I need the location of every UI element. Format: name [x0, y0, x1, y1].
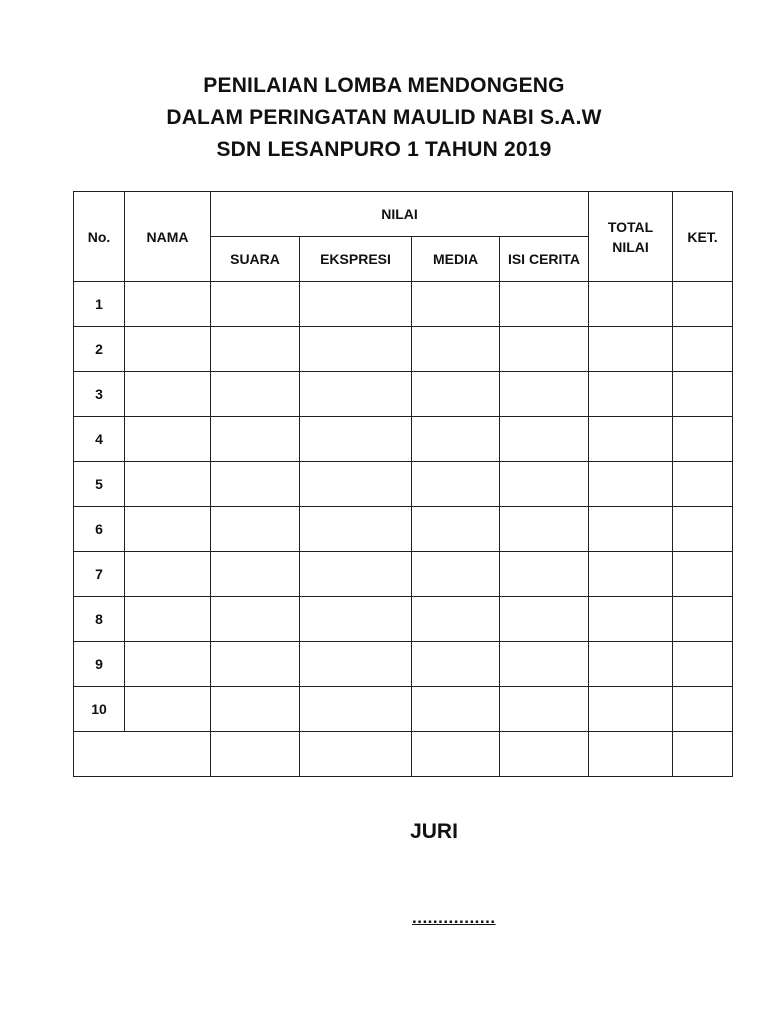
media-cell[interactable] [412, 282, 500, 327]
ket-cell[interactable] [673, 597, 733, 642]
summary-ekspresi-cell[interactable] [300, 732, 412, 777]
header-isi-cerita: ISI CERITA [500, 237, 589, 282]
isi-cerita-cell[interactable] [500, 552, 589, 597]
isi-cerita-cell[interactable] [500, 372, 589, 417]
media-cell[interactable] [412, 597, 500, 642]
suara-cell[interactable] [211, 282, 300, 327]
summary-row [74, 732, 733, 777]
header-suara: SUARA [211, 237, 300, 282]
media-cell[interactable] [412, 642, 500, 687]
summary-ket-cell[interactable] [673, 732, 733, 777]
media-cell[interactable] [412, 462, 500, 507]
table-row [74, 687, 733, 732]
isi-cerita-cell[interactable] [500, 417, 589, 462]
header-no: No. [74, 192, 125, 282]
ekspresi-cell[interactable] [300, 372, 412, 417]
nama-cell[interactable] [125, 327, 211, 372]
media-cell[interactable] [412, 372, 500, 417]
nama-cell[interactable] [125, 597, 211, 642]
summary-suara-cell[interactable] [211, 732, 300, 777]
row-number: 10 [74, 687, 125, 732]
isi-cerita-cell[interactable] [500, 507, 589, 552]
total-nilai-cell[interactable] [589, 552, 673, 597]
ket-cell[interactable] [673, 507, 733, 552]
header-ket: KET. [673, 192, 733, 282]
suara-cell[interactable] [211, 372, 300, 417]
row-number: 6 [74, 507, 125, 552]
table-row [74, 327, 733, 372]
nama-cell[interactable] [125, 687, 211, 732]
suara-cell[interactable] [211, 597, 300, 642]
ekspresi-cell[interactable] [300, 687, 412, 732]
title-line-2: DALAM PERINGATAN MAULID NABI S.A.W [166, 106, 602, 129]
isi-cerita-cell[interactable] [500, 282, 589, 327]
isi-cerita-cell[interactable] [500, 642, 589, 687]
isi-cerita-cell[interactable] [500, 597, 589, 642]
ket-cell[interactable] [673, 462, 733, 507]
suara-cell[interactable] [211, 417, 300, 462]
total-nilai-cell[interactable] [589, 462, 673, 507]
row-number: 1 [74, 282, 125, 327]
score-table [73, 191, 733, 777]
ket-cell[interactable] [673, 282, 733, 327]
row-number: 7 [74, 552, 125, 597]
suara-cell[interactable] [211, 687, 300, 732]
suara-cell[interactable] [211, 552, 300, 597]
table-row [74, 642, 733, 687]
document-title [0, 70, 768, 166]
ket-cell[interactable] [673, 642, 733, 687]
suara-cell[interactable] [211, 642, 300, 687]
suara-cell[interactable] [211, 462, 300, 507]
nama-cell[interactable] [125, 372, 211, 417]
nama-cell[interactable] [125, 417, 211, 462]
isi-cerita-cell[interactable] [500, 462, 589, 507]
header-total-line1: TOTAL [607, 218, 654, 235]
total-nilai-cell[interactable] [589, 327, 673, 372]
ekspresi-cell[interactable] [300, 597, 412, 642]
summary-isi-cerita-cell[interactable] [500, 732, 589, 777]
ekspresi-cell[interactable] [300, 507, 412, 552]
ket-cell[interactable] [673, 552, 733, 597]
row-number: 8 [74, 597, 125, 642]
ekspresi-cell[interactable] [300, 642, 412, 687]
header-total-line2: NILAI [612, 238, 649, 255]
row-number: 4 [74, 417, 125, 462]
ket-cell[interactable] [673, 687, 733, 732]
media-cell[interactable] [412, 507, 500, 552]
suara-cell[interactable] [211, 327, 300, 372]
ekspresi-cell[interactable] [300, 282, 412, 327]
summary-total-cell[interactable] [589, 732, 673, 777]
nama-cell[interactable] [125, 282, 211, 327]
row-number: 5 [74, 462, 125, 507]
total-nilai-cell[interactable] [589, 372, 673, 417]
media-cell[interactable] [412, 417, 500, 462]
header-total-nilai [589, 192, 673, 282]
table-body [74, 282, 733, 777]
nama-cell[interactable] [125, 642, 211, 687]
summary-label-cell [74, 732, 211, 777]
ket-cell[interactable] [673, 417, 733, 462]
row-number: 3 [74, 372, 125, 417]
title-line-1: PENILAIAN LOMBA MENDONGENG [203, 74, 565, 97]
header-ekspresi: EKSPRESI [300, 237, 412, 282]
table-row [74, 597, 733, 642]
ket-cell[interactable] [673, 327, 733, 372]
nama-cell[interactable] [125, 507, 211, 552]
row-number: 9 [74, 642, 125, 687]
media-cell[interactable] [412, 327, 500, 372]
summary-media-cell[interactable] [412, 732, 500, 777]
table-row [74, 507, 733, 552]
total-nilai-cell[interactable] [589, 282, 673, 327]
total-nilai-cell[interactable] [589, 507, 673, 552]
media-cell[interactable] [412, 552, 500, 597]
media-cell[interactable] [412, 687, 500, 732]
ekspresi-cell[interactable] [300, 462, 412, 507]
header-nama: NAMA [125, 192, 211, 282]
row-number: 2 [74, 327, 125, 372]
nama-cell[interactable] [125, 552, 211, 597]
table-row [74, 372, 733, 417]
table-row [74, 462, 733, 507]
ket-cell[interactable] [673, 372, 733, 417]
header-media: MEDIA [412, 237, 500, 282]
header-nilai: NILAI [211, 192, 589, 237]
isi-cerita-cell[interactable] [500, 327, 589, 372]
table-row [74, 282, 733, 327]
total-nilai-cell[interactable] [589, 597, 673, 642]
table-row [74, 417, 733, 462]
isi-cerita-cell[interactable] [500, 687, 589, 732]
nama-cell[interactable] [125, 462, 211, 507]
ekspresi-cell[interactable] [300, 327, 412, 372]
suara-cell[interactable] [211, 507, 300, 552]
ekspresi-cell[interactable] [300, 417, 412, 462]
table-row [74, 552, 733, 597]
header-row-top [74, 192, 733, 237]
total-nilai-cell[interactable] [589, 642, 673, 687]
total-nilai-cell[interactable] [589, 687, 673, 732]
title-line-3: SDN LESANPURO 1 TAHUN 2019 [216, 138, 552, 161]
ekspresi-cell[interactable] [300, 552, 412, 597]
total-nilai-cell[interactable] [589, 417, 673, 462]
signature-placeholder: ................ [412, 908, 496, 927]
juri-label: JURI [410, 820, 458, 843]
